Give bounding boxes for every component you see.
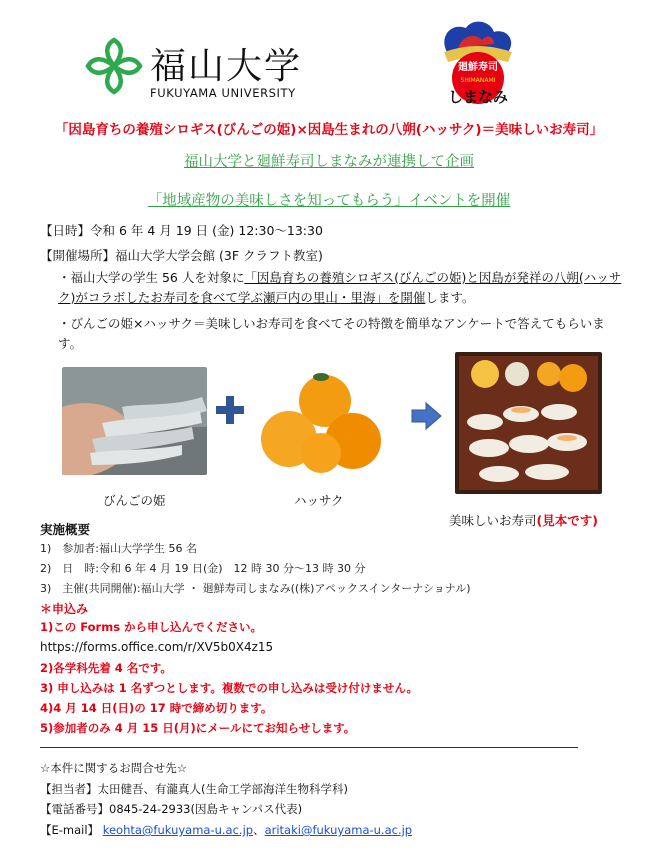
headline-green-2: 「地域産物の美味しさを知ってもらう」イベントを開催 <box>147 193 511 209</box>
apply-line-3: 3) 申し込みは 1 名ずつとします。複数での申し込みは受け付けません。 <box>40 681 419 695</box>
apply-line-1: 1)この Forms から申し込んでください。 <box>40 620 263 634</box>
sushi-photo <box>455 352 602 494</box>
university-name-en: FUKUYAMA UNIVERSITY <box>150 86 296 100</box>
forms-url-link[interactable]: https://forms.office.com/r/XV5b0X4z15 <box>40 640 274 654</box>
hassaku-photo <box>249 367 395 475</box>
email-link-2[interactable]: aritaki@fukuyama-u.ac.jp <box>264 823 413 837</box>
apply-line-5: 5)参加者のみ 4 月 15 日(月)にメールにてお知らせします。 <box>40 721 356 735</box>
divider <box>40 747 578 748</box>
overview-item-organizer: 3) 主催(共同開催):福山大学 ・ 廻鮮寿司しまなみ((株)アペックスインターナショナル) <box>40 582 471 595</box>
apply-title: ＊申込み <box>40 602 89 616</box>
overview-item-participants: 1) 参加者:福山大学学生 56 名 <box>40 542 197 555</box>
university-name-ja: 福山大学 <box>150 46 303 87</box>
email-link-1[interactable]: keohta@fukuyama-u.ac.jp <box>102 823 254 837</box>
caption-hassaku: ハッサク <box>294 493 344 508</box>
fish-photo <box>62 367 207 475</box>
partner-logo-top: 廻鮮寿司 <box>458 62 498 73</box>
university-logo <box>84 36 314 106</box>
contact-email: 【E-mail】 keohta@fukuyama-u.ac.jp、aritaki@fukuyama-u.ac.jp <box>40 823 413 837</box>
headline-green-1: 福山大学と廻鮮寿司しまなみが連携して企画 <box>184 154 474 170</box>
contact-phone: 【電話番号】0845-24-2933(因島キャンパス代表) <box>40 802 303 816</box>
contact-staff: 【担当者】太田健吾、有瀧真人(生命工学部海洋生物科学科) <box>40 782 348 796</box>
event-date: 【日時】令和 6 年 4 月 19 日 (金) 12:30〜13:30 <box>40 223 323 238</box>
event-description-1: ・福山大学の学生 56 人を対象に「因島育ちの養殖シロギス(びんごの姫)と因島が発祥の八朔(ハッサク)がコラボしたお寿司を食べて学ぶ瀬戸内の里山・里海」を開催します。 <box>58 270 622 305</box>
apply-line-2: 2)各学科先着 4 名です。 <box>40 661 172 675</box>
apply-line-4: 4)4 月 14 日(日)の 17 時で締め切ります。 <box>40 701 273 715</box>
caption-fish: びんごの姫 <box>103 493 166 508</box>
event-place: 【開催場所】福山大学大学会館 (3F クラフト教室) <box>40 248 323 263</box>
event-description-2: ・びんごの姫×ハッサク＝美味しいお寿司を食べてその特徴を簡単なアンケートで答えてもらいます。 <box>58 316 605 351</box>
plus-icon <box>214 394 246 426</box>
overview-title: 実施概要 <box>40 522 91 537</box>
caption-sushi: 美味しいお寿司(見本です) <box>449 513 598 528</box>
headline-red: 「因島育ちの養殖シロギス(びんごの姫)×因島生まれの八朔(ハッサク)＝美味しいお寿司」 <box>54 122 604 138</box>
contact-heading: ☆本件に関するお問合せ先☆ <box>40 761 188 775</box>
arrow-right-icon <box>410 402 442 430</box>
university-logo-mark <box>84 36 144 96</box>
sushi-shimanami-logo <box>428 18 518 114</box>
overview-item-datetime: 2) 日 時:令和 6 年 4 月 19 日(金) 12 時 30 分〜13 時 30 分 <box>40 562 366 575</box>
partner-logo-bottom: しまなみ <box>447 88 509 106</box>
partner-logo-mid: SHIMANAMI <box>460 77 496 84</box>
